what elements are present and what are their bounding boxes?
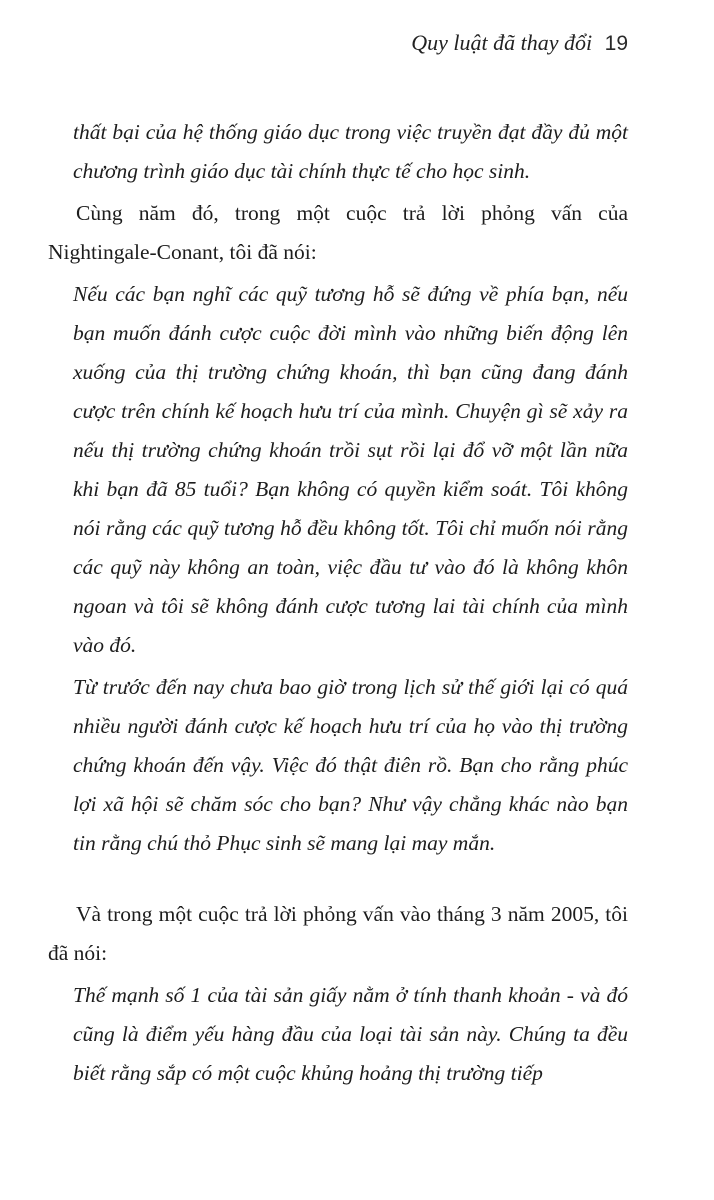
paragraph-quote-interview-1: Nếu các bạn nghĩ các quỹ tương hỗ sẽ đứng về phía bạn, nếu bạn muốn đánh cược cuộc đời mình vào những biến động lên xuống của thị trường chứng khoán, thì bạn cũng đang đánh cược trên chính kế hoạch hưu trí của mình. Chuyện gì sẽ xảy ra nếu thị trường chứng khoán trồi sụt rồi lại đổ vỡ một lần nữa khi bạn đã 85 tuổi? Bạn không có quyền kiểm soát. Tôi không nói rằng các quỹ tương hỗ đều không tốt. Tôi chỉ muốn nói rằng các quỹ này không an toàn, việc đầu tư vào đó là không khôn ngoan và tôi sẽ không đánh cược tương lai tài chính của mình vào đó. xyxy=(73,282,628,657)
running-title: Quy luật đã thay đổi xyxy=(411,30,593,55)
paragraph-quote-continuation: thất bại của hệ thống giáo dục trong việc truyền đạt đầy đủ một chương trình giáo dục tài chính thực tế cho học sinh. xyxy=(73,120,628,183)
paragraph-body-intro-1: Cùng năm đó, trong một cuộc trả lời phỏng vấn của Nightingale-Conant, tôi đã nói: xyxy=(48,201,628,264)
paragraph-body-intro-2: Và trong một cuộc trả lời phỏng vấn vào tháng 3 năm 2005, tôi đã nói: xyxy=(48,902,628,965)
page-header xyxy=(48,30,628,57)
paragraph-quote-interview-3: Thế mạnh số 1 của tài sản giấy nằm ở tính thanh khoản - và đó cũng là điểm yếu hàng đầu của loại tài sản này. Chúng ta đều biết rằng sắp có một cuộc khủng hoảng thị trường tiếp xyxy=(73,983,628,1085)
page-content xyxy=(48,113,628,1093)
page-number: 19 xyxy=(604,32,628,55)
paragraph-quote-interview-2: Từ trước đến nay chưa bao giờ trong lịch sử thế giới lại có quá nhiều người đánh cược kế hoạch hưu trí của họ vào thị trường chứng khoán đến vậy. Việc đó thật điên rồ. Bạn cho rằng phúc lợi xã hội sẽ chăm sóc cho bạn? Như vậy chẳng khác nào bạn tin rằng chú thỏ Phục sinh sẽ mang lại may mắn. xyxy=(73,675,628,855)
